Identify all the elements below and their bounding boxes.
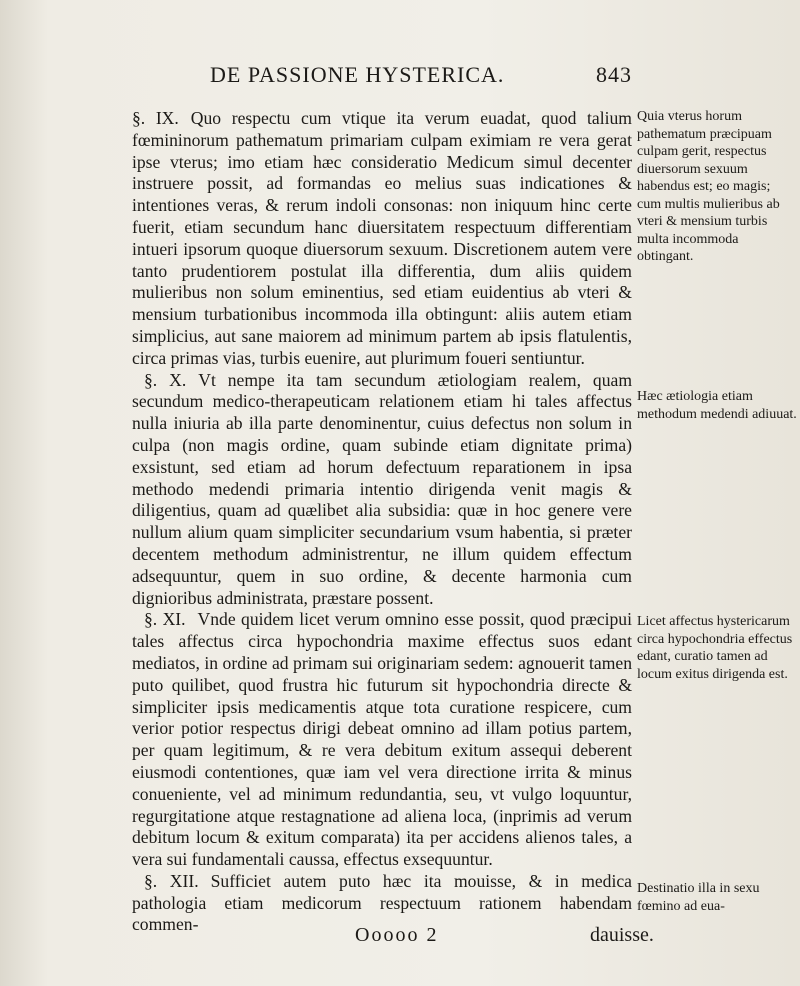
marginal-note-2: Hæc ætiologia etiam methodum medendi adiuuat. — [637, 389, 797, 422]
section-10-number: §. X. — [144, 369, 187, 390]
section-11-text: Vnde quidem licet verum omnino esse possit, quod præcipui tales affectus circa hypochondria maxime effectus suos edant mediatos, in ordine ad primam sui originariam sedem: agnouerit tamen puto quilibet, quod frustra hic futurum sit hypochondria directe & simpliciter ipsis medicamentis atque tota curatione respicere, cum verior potior respectus dirigi debeat omnino ad illam potius partem, per quam legitimum, & re vera debitum exitum assequi deberent eiusmodi contentiones, quæ iam vel vera directione irrita & minus conueniente, vel ad minimum redundantia, seu, vt vulgo loquuntur, regurgitatione atque restagnatione ad aliena loca, (inprimis ad verum debitum locum & exitum comparata) ita per accidens alienos tales, a vera sui fundamentali caussa, effectus exsequuntur. — [132, 609, 632, 870]
page-number: 843 — [596, 62, 632, 87]
section-9-text: Quo respectu cum vtique ita verum euadat, quod talium fœmininorum pathematum primariam culpam eximiam re vera gerat ipse vterus; imo etiam hæc consideratio Medicum simul decenter instruere possit, ad formandas eo melius suas indicationes & intentiones veras, & rerum indoli consonas: non iniquum hinc certe fuerit, etiam secundum hanc diuersitatem respectuum differentiam intueri ipsorum quoque diuersorum sexuum. Discretionem autem vere tanto prudentiorem postulat illa differentia, dum aliis quidem mulieribus non solum eminentius, sed etiam euidentius ab vteri & mensium turbationibus incommoda illa obtingunt: aliis autem etiam simplicius, aut sane maiorem ad minimum partem ab ipsis flatulentis, circa primas vias, turbis euenire, aut plurimum foueri sentiuntur. — [132, 108, 632, 368]
marginal-note-4: Destinatio illa in sexu fœmino ad eua- — [637, 881, 760, 914]
section-9 — [132, 108, 632, 370]
marginal-note-3: Licet affectus hystericarum circa hypochondria effectus edant, curatio tamen ad locum exitus dirigenda est. — [637, 614, 793, 682]
section-10 — [132, 370, 632, 610]
section-12-number: §. XII. — [144, 870, 199, 891]
marginal-note-1: Quia vterus horum pathematum præcipuam culpam gerit, respectus diuersorum sexuum habendus est; eo magis; cum multis mulieribus ab vteri & mensium turbis multa incommoda obtingant. — [637, 109, 780, 264]
header-title: DE PASSIONE HYSTERICA. — [210, 62, 505, 87]
section-10-text: Vt nempe ita tam secundum ætiologiam realem, quam secundum medico-therapeuticam relationem etiam hi tales affectus nulla iniuria ab illa parte denominentur, cuius defectus non solum in culpa (non magis ordine, quam subinde etiam dignitate prima) exsistunt, sed etiam ad horum defectuum reparationem in ipsa methodo medendi primaria intentio dirigenda venit magis & diligentius, quam ad quælibet alia subsidia: quæ in hoc genere vere nullum alium quam simpliciter secundarium vsum habentia, si præter decentem methodum administrentur, ne illum quidem effectum adsequuntur, quem in suo ordine, & decente harmonia cum dignioribus administrata, præstare possent. — [132, 369, 632, 608]
running-header — [210, 62, 630, 96]
section-11-number: §. XI. — [144, 609, 186, 630]
signature-mark: Ooooo 2 — [355, 924, 439, 946]
main-text — [132, 108, 632, 936]
page-footer — [355, 924, 654, 954]
section-11 — [132, 609, 632, 871]
section-9-number: §. IX. — [132, 108, 179, 128]
section-12-text: Sufficiet autem puto hæc ita mouisse, & in medica pathologia etiam medicorum respectuum rationem habendam commen- — [132, 870, 632, 935]
catchword: dauisse. — [590, 924, 654, 946]
